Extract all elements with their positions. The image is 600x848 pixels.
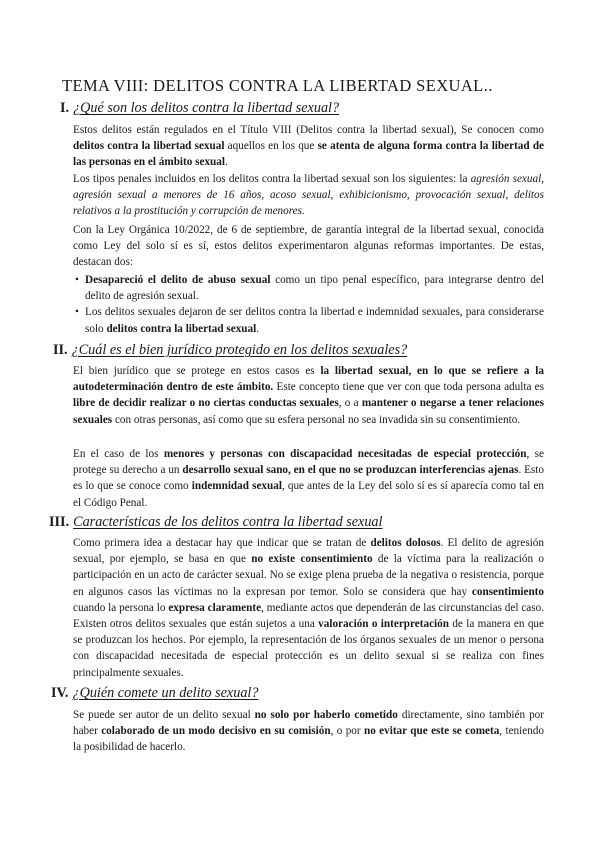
section-number: I. (60, 100, 70, 116)
section-title: ¿Qué son los delitos contra la libertad sexual? (73, 100, 340, 116)
paragraph: Estos delitos están regulados en el Título VIII (Delitos contra la libertad sexual), Se conocen como delitos contra la libertad sexual aquellos en los que se atenta de alguna forma contra la libertad de las personas en el ámbito sexual. (73, 124, 545, 169)
paragraph: El bien jurídico que se protege en estos casos es la libertad sexual, en lo que se refiere a la autodeterminación dentro de este ámbito. Este concepto tiene que ver con que toda persona adulta es libre de decidir realizar o no ciertas conductas sexuales, o a mantener o negarse a tener relaciones sexuales con otras personas, así como que su esfera personal no sea invadida sin su consentimiento. (73, 365, 544, 426)
section-heading-2 (53, 342, 553, 359)
section-number: III. (49, 514, 70, 530)
section-title: Características de los delitos contra la libertad sexual (73, 514, 383, 530)
section-heading-4 (51, 685, 551, 702)
paragraph: Se puede ser autor de un delito sexual no solo por haberlo cometido directamente, sino también por haber colaborado de un modo decisivo en su comisión, o por no evitar que este se cometa, teniendo la posibilidad de hacerlo. (73, 709, 544, 754)
page-title: TEMA VIII: DELITOS CONTRA LA LIBERTAD SEXUAL.. (62, 76, 493, 95)
section-heading-3 (49, 514, 549, 531)
section-title: ¿Cuál es el bien jurídico protegido en los delitos sexuales? (71, 342, 408, 358)
section-number: II. (53, 342, 68, 358)
section-number: IV. (51, 685, 69, 701)
paragraph: Como primera idea a destacar hay que indicar que se tratan de delitos dolosos. El delito de agresión sexual, por ejemplo, se basa en que no existe consentimiento de la víctima para la realización o participación en un acto de carácter sexual. No se exige plena prueba de la negativa o resistencia, porque en algunos casos las víctimas no la expresan por temor. Solo se considera que hay consentimiento cuando la persona lo expresa claramente, mediante actos que dependerán de las circunstancias del caso. Existen otros delitos sexuales que están sujetos a una valoración o interpretación de la manera en que se produzcan los hechos. Por ejemplo, la representación de los órganos sexuales de un menor o persona con discapacidad necesitada de especial protección es un delito sexual si se realiza con fines principalmente sexuales. (73, 537, 544, 679)
bullet-list (75, 272, 544, 337)
section-title: ¿Quién comete un delito sexual? (72, 685, 259, 701)
section-heading-1 (60, 100, 560, 117)
paragraph: Con la Ley Orgánica 10/2022, de 6 de septiembre, de garantía integral de la libertad sexual, conocida como Ley del solo sí es sí, estos delitos experimentaron algunas reformas importantes. De estas, destacan dos: (73, 224, 544, 269)
paragraph: En el caso de los menores y personas con discapacidad necesitadas de especial protección, se protege su derecho a un desarrollo sexual sano, en el que no se produzcan interferencias ajenas. Esto es lo que se conoce como indemnidad sexual, que antes de la Ley del solo sí es sí aparecía como tal en el Código Penal. (73, 448, 545, 509)
list-item: • Los delitos sexuales dejaron de ser delitos contra la libertad e indemnidad sexuales, para considerarse solo delitos contra la libertad sexual. (75, 304, 544, 336)
list-item: • Desapareció el delito de abuso sexual como un tipo penal específico, para integrarse dentro del delito de agresión sexual. (75, 272, 544, 304)
paragraph: Los tipos penales incluidos en los delitos contra la libertad sexual son los siguientes: la agresión sexual, agresión sexual a menores de 16 años, acoso sexual, exhibicionismo, provocación sexual, delitos relativos a la prostitución y corrupción de menores. (73, 173, 544, 218)
